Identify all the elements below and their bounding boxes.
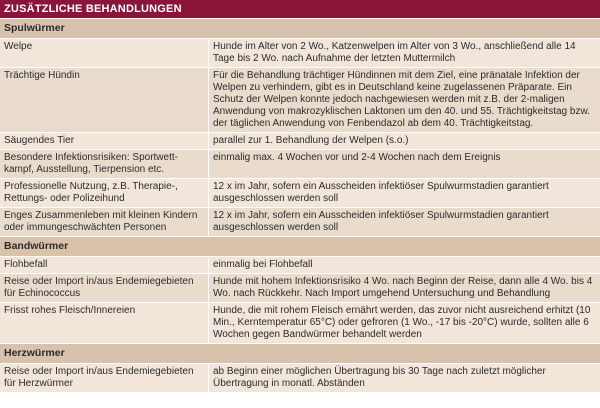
row-text: 12 x im Jahr, sofern ein Ausscheiden infektiöser Spulwurmstadien garantiert ausgeschlossen werden soll <box>213 181 549 204</box>
row-label: Säugendes Tier <box>0 133 209 149</box>
table-row <box>0 178 600 207</box>
table-row <box>0 38 600 67</box>
row-label: Welpe <box>0 39 209 67</box>
table-row <box>0 207 600 236</box>
row-label: Reise oder Import in/aus Endemiegebieten für Echinococcus <box>0 274 209 302</box>
row-label: Flohbefall <box>0 257 209 273</box>
row-label: Besondere Infektionsrisiken: Sportwettkampf, Ausstellung, Tierpension etc. <box>0 150 209 178</box>
section-heading-herzwuermer: Herzwürmer <box>0 343 600 363</box>
row-label: Trächtige Hündin <box>0 68 209 132</box>
row-text: Hunde mit hohem Infektionsrisiko 4 Wo. nach Beginn der Reise, dann alle 4 Wo. bis 4 Wo. nach Rückkehr. Nach Import umgehend Untersuchung und Behandlung <box>213 276 593 299</box>
row-text: Hunde, die mit rohem Fleisch ernährt werden, das zuvor nicht ausreichend erhitzt (10 Min., Kerntemperatur 65°C) oder gefroren (1 Wo., -17 bis -20°C) wurde, sollten alle 6 Wochen gegen Bandwürmer behandelt werden <box>213 305 591 340</box>
row-text: einmalig max. 4 Wochen vor und 2-4 Wochen nach dem Ereignis <box>213 152 501 163</box>
row-text: parallel zur 1. Behandlung der Welpen (s.o.) <box>213 135 409 146</box>
section-heading-bandwuermer: Bandwürmer <box>0 236 600 256</box>
section-heading-spulwuermer: Spulwürmer <box>0 18 600 38</box>
row-text: Für die Behandlung trächtiger Hündinnen mit dem Ziel, eine pränatale Infektion der Welpen zu verhindern, gibt es in Deutschland keine zugelassenen Präparate. Ein Schutz der Welpen konnte jedoch nachgewiesen werden mit z.B. der 2-maligen Anwendung von makrozyklischen Laktonen um den 40. und 55. Trächtigkeitstag bzw. der täglichen Anwendung von Fenbendazol ab dem 40. Trächtigkeitstag. <box>213 70 590 129</box>
table-row <box>0 273 600 302</box>
row-label: Reise oder Import in/aus Endemiegebieten für Herzwürmer <box>0 364 209 392</box>
row-label: Professionelle Nutzung, z.B. Therapie-, Rettungs- oder Polizeihund <box>0 179 209 207</box>
table-row <box>0 67 600 132</box>
row-text: 12 x im Jahr, sofern ein Ausscheiden infektiöser Spulwurmstadien garantiert ausgeschlossen werden soll <box>213 210 549 233</box>
row-text: ab Beginn einer möglichen Übertragung bis 30 Tage nach zuletzt möglicher Übertragung in monatl. Abständen <box>213 366 546 389</box>
row-text: einmalig bei Flohbefall <box>213 259 313 270</box>
row-label: Enges Zusammenleben mit kleinen Kindern oder immungeschwächten Personen <box>0 208 209 236</box>
table-row <box>0 302 600 343</box>
row-text: Hunde im Alter von 2 Wo., Katzenwelpen im Alter von 3 Wo., anschließend alle 14 Tage bis 2 Wo. nach Aufnahme der letzten Muttermilch <box>213 41 576 64</box>
row-label: Frisst rohes Fleisch/Innereien <box>0 303 209 343</box>
table-row <box>0 149 600 178</box>
table-row <box>0 363 600 392</box>
table-title: ZUSÄTZLICHE BEHANDLUNGEN <box>0 0 600 18</box>
table-row <box>0 132 600 149</box>
table-row <box>0 256 600 273</box>
